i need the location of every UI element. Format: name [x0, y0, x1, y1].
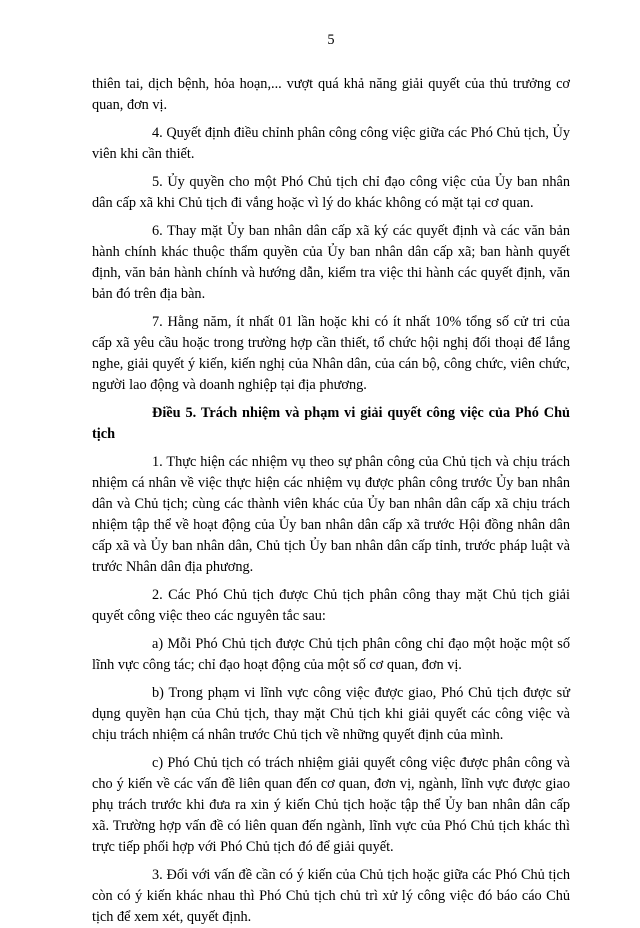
- paragraph-article5-item-1: 1. Thực hiện các nhiệm vụ theo sự phân công của Chủ tịch và chịu trách nhiệm cá nhân về việc thực hiện các nhiệm vụ được phân công trước Ủy ban nhân dân và Chủ tịch; cùng các thành viên khác của Ủy ban nhân dân cấp xã chịu trách nhiệm tập thể về hoạt động của Ủy ban nhân dân cấp xã trước Hội đồng nhân dân cấp xã và Ủy ban nhân dân, Chủ tịch Ủy ban nhân dân cấp tỉnh, trước pháp luật và trước Nhân dân địa phương.: [92, 454, 570, 575]
- paragraph-continuation: thiên tai, dịch bệnh, hỏa hoạn,... vượt quá khả năng giải quyết của thủ trưởng cơ quan, đơn vị.: [92, 76, 570, 113]
- paragraph-item-6: 6. Thay mặt Ủy ban nhân dân cấp xã ký các quyết định và các văn bản hành chính khác thuộc thẩm quyền của Ủy ban nhân dân cấp xã; ban hành quyết định, văn bản hành chính và hướng dẫn, kiểm tra việc thi hành các quyết định, văn bản đó trên địa bàn.: [92, 223, 570, 302]
- paragraph-article5-item-3: 3. Đối với vấn đề cần có ý kiến của Chủ tịch hoặc giữa các Phó Chủ tịch còn có ý kiến khác nhau thì Phó Chủ tịch chủ trì xử lý công việc đó báo cáo Chủ tịch để xem xét, quyết định.: [92, 867, 570, 925]
- paragraph-article5-item-2: 2. Các Phó Chủ tịch được Chủ tịch phân công thay mặt Chủ tịch giải quyết công việc theo các nguyên tắc sau:: [92, 587, 570, 624]
- article-5-heading: Điều 5. Trách nhiệm và phạm vi giải quyết công việc của Phó Chủ tịch: [92, 405, 570, 442]
- paragraph-article5-item-2a: a) Mỗi Phó Chủ tịch được Chủ tịch phân công chỉ đạo một hoặc một số lĩnh vực công tác; chỉ đạo hoạt động của một số cơ quan, đơn vị.: [92, 636, 570, 673]
- paragraph-item-5: 5. Ủy quyền cho một Phó Chủ tịch chỉ đạo công việc của Ủy ban nhân dân cấp xã khi Chủ tịch đi vắng hoặc vì lý do khác không có mặt tại cơ quan.: [92, 174, 570, 211]
- paragraph-article5-item-2b: b) Trong phạm vi lĩnh vực công việc được giao, Phó Chủ tịch được sử dụng quyền hạn của Chủ tịch, thay mặt Chủ tịch khi giải quyết các công việc và chịu trách nhiệm cá nhân trước Chủ tịch về những quyết định của mình.: [92, 685, 570, 743]
- page-number: 5: [327, 32, 335, 48]
- paragraph-item-7: 7. Hằng năm, ít nhất 01 lần hoặc khi có ít nhất 10% tổng số cử tri của cấp xã yêu cầu hoặc trong trường hợp cần thiết, tổ chức hội nghị đối thoại để lắng nghe, giải quyết ý kiến, kiến nghị của Nhân dân, của cán bộ, công chức, viên chức, người lao động và doanh nghiệp tại địa phương.: [92, 314, 570, 393]
- paragraph-article5-item-2c: c) Phó Chủ tịch có trách nhiệm giải quyết công việc được phân công và cho ý kiến về các vấn đề liên quan đến cơ quan, đơn vị, ngành, lĩnh vực được giao phụ trách trước khi đưa ra xin ý kiến Chủ tịch hoặc tập thể Ủy ban nhân dân cấp xã. Trường hợp vấn đề có liên quan đến ngành, lĩnh vực của Phó Chủ tịch khác thì trực tiếp phối hợp với Phó Chủ tịch đó để giải quyết.: [92, 755, 570, 855]
- paragraph-item-4: 4. Quyết định điều chỉnh phân công công việc giữa các Phó Chủ tịch, Ủy viên khi cần thiết.: [92, 125, 570, 162]
